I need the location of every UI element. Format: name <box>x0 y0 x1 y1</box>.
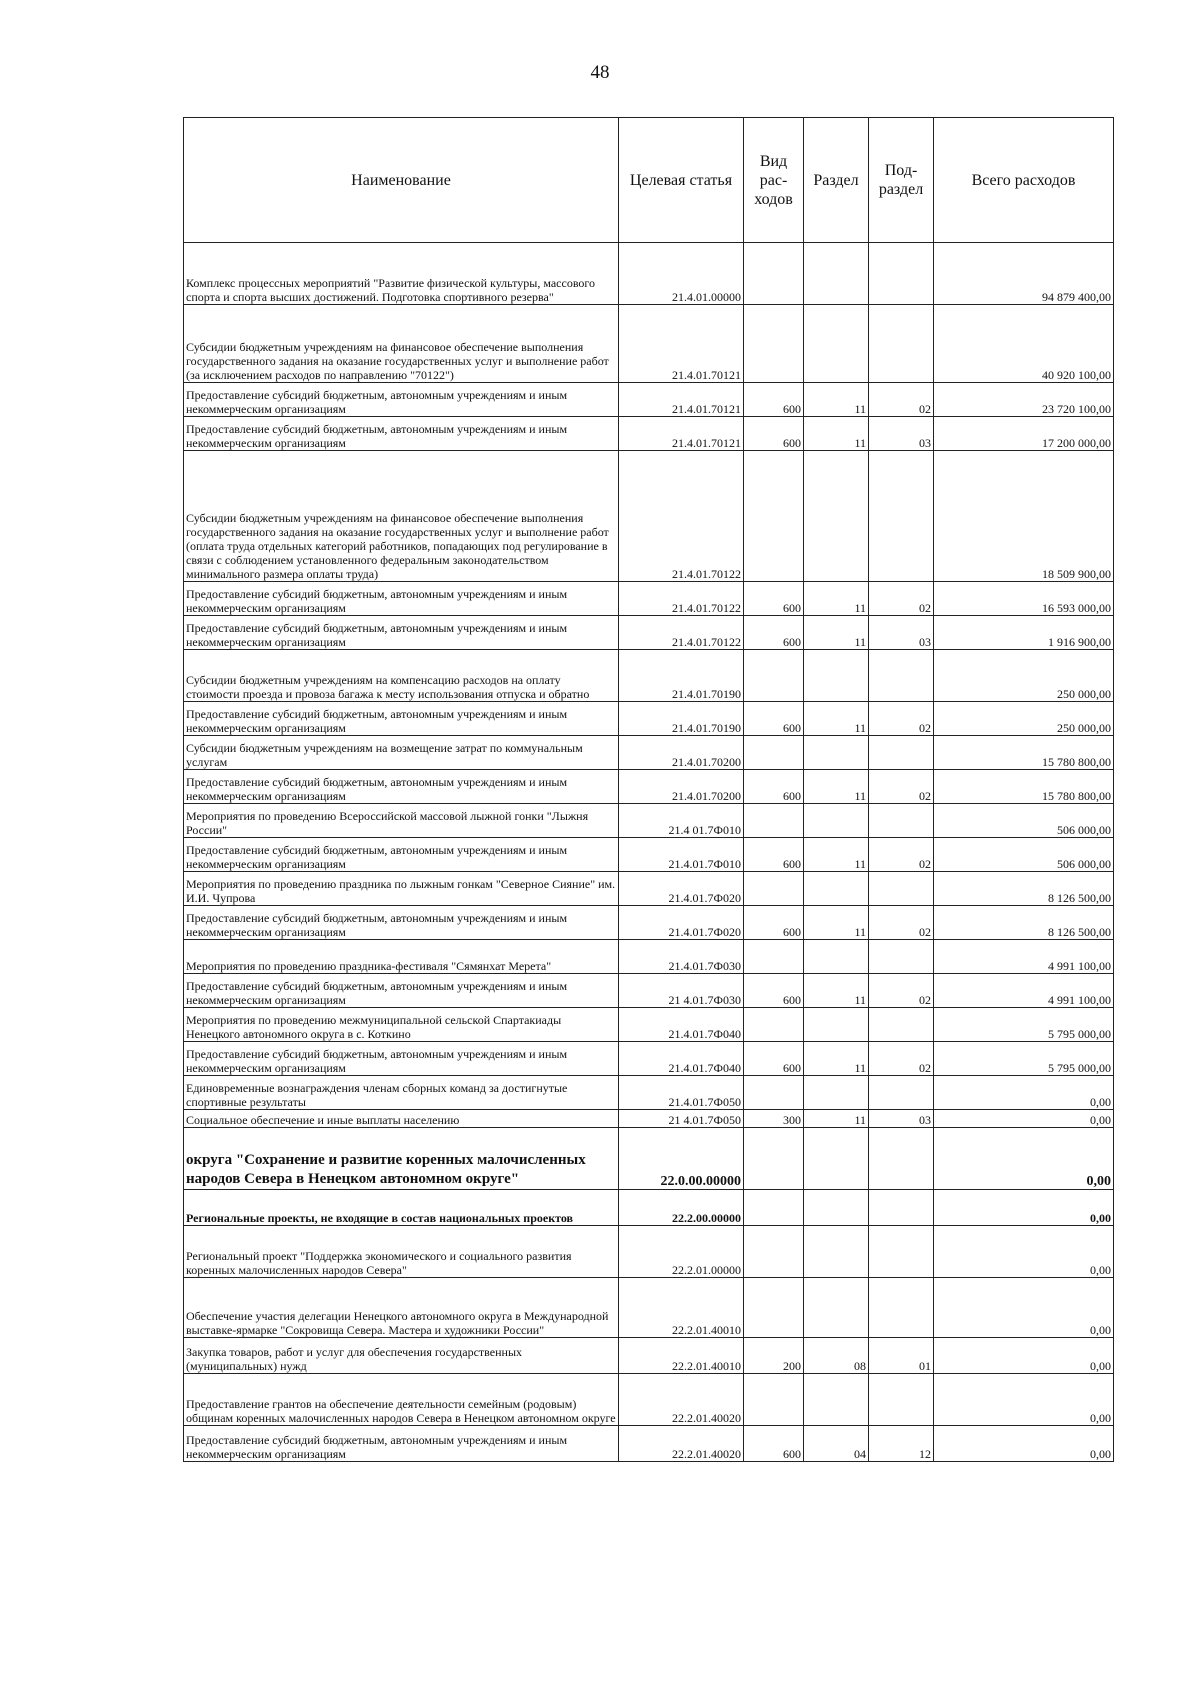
row-subsection <box>869 736 934 770</box>
row-section: 11 <box>804 702 869 736</box>
row-amount: 0,00 <box>934 1190 1114 1226</box>
table-row <box>184 872 1114 906</box>
row-vid <box>744 1190 804 1226</box>
row-subsection <box>869 872 934 906</box>
row-subsection: 02 <box>869 582 934 616</box>
table-row <box>184 1076 1114 1110</box>
header-subsection: Под-раздел <box>869 118 934 243</box>
table-row <box>184 736 1114 770</box>
table-header-row <box>184 118 1114 243</box>
row-amount: 250 000,00 <box>934 702 1114 736</box>
row-section: 11 <box>804 1042 869 1076</box>
row-vid <box>744 804 804 838</box>
table-row <box>184 616 1114 650</box>
row-section <box>804 1128 869 1190</box>
row-section <box>804 1008 869 1042</box>
row-amount: 506 000,00 <box>934 838 1114 872</box>
row-amount: 8 126 500,00 <box>934 906 1114 940</box>
table-row <box>184 243 1114 305</box>
row-vid <box>744 1128 804 1190</box>
table-row <box>184 1374 1114 1426</box>
table-row <box>184 1278 1114 1338</box>
row-subsection <box>869 650 934 702</box>
row-name: Предоставление субсидий бюджетным, автономным учреждениям и иным некоммерческим организациям <box>184 417 619 451</box>
row-section <box>804 1374 869 1426</box>
row-name: Предоставление субсидий бюджетным, автономным учреждениям и иным некоммерческим организациям <box>184 616 619 650</box>
row-amount: 8 126 500,00 <box>934 872 1114 906</box>
row-code: 21.4.01.70121 <box>619 383 744 417</box>
row-code: 21.4.01.70190 <box>619 702 744 736</box>
row-subsection <box>869 451 934 582</box>
row-amount: 15 780 800,00 <box>934 770 1114 804</box>
row-subsection <box>869 305 934 383</box>
row-section <box>804 305 869 383</box>
row-section: 04 <box>804 1426 869 1462</box>
row-subsection: 02 <box>869 1042 934 1076</box>
row-amount: 1 916 900,00 <box>934 616 1114 650</box>
row-section <box>804 1190 869 1226</box>
row-code: 21.4.01.7Ф040 <box>619 1008 744 1042</box>
row-subsection <box>869 1226 934 1278</box>
row-code: 21.4.01.70121 <box>619 305 744 383</box>
row-code: 21.4.01.70190 <box>619 650 744 702</box>
row-code: 21.4 01.7Ф010 <box>619 804 744 838</box>
row-subsection <box>869 804 934 838</box>
row-subsection <box>869 1076 934 1110</box>
row-subsection <box>869 940 934 974</box>
row-name: Субсидии бюджетным учреждениям на финансовое обеспечение выполнения государственного задания на оказание государственных услуг и выполнение работ (оплата труда отдельных категорий работников, попадающих под регулирование в связи с соблюдением установленного федеральным законодательством минимального размера оплаты труда) <box>184 451 619 582</box>
row-section: 11 <box>804 906 869 940</box>
table-row <box>184 1110 1114 1128</box>
row-vid <box>744 650 804 702</box>
row-vid <box>744 940 804 974</box>
row-subsection: 03 <box>869 1110 934 1128</box>
row-code: 22.2.01.40010 <box>619 1338 744 1374</box>
row-subsection: 02 <box>869 702 934 736</box>
row-vid: 300 <box>744 1110 804 1128</box>
table-row <box>184 1008 1114 1042</box>
row-code: 21.4.01.70121 <box>619 417 744 451</box>
header-name: Наименование <box>184 118 619 243</box>
table-row <box>184 770 1114 804</box>
row-amount: 0,00 <box>934 1278 1114 1338</box>
table-row <box>184 417 1114 451</box>
row-subsection <box>869 1190 934 1226</box>
row-section <box>804 1076 869 1110</box>
row-name: Предоставление субсидий бюджетным, автономным учреждениям и иным некоммерческим организациям <box>184 702 619 736</box>
row-name: Обеспечение участия делегации Ненецкого автономного округа в Международной выставке-ярмарке "Сокровища Севера. Мастера и художники России" <box>184 1278 619 1338</box>
row-name: Субсидии бюджетным учреждениям на компенсацию расходов на оплату стоимости проезда и провоза багажа к месту использования отпуска и обратно <box>184 650 619 702</box>
row-vid: 200 <box>744 1338 804 1374</box>
row-subsection: 01 <box>869 1338 934 1374</box>
row-section <box>804 1278 869 1338</box>
row-vid: 600 <box>744 1042 804 1076</box>
row-vid: 600 <box>744 616 804 650</box>
row-name: Социальное обеспечение и иные выплаты населению <box>184 1110 619 1128</box>
row-amount: 0,00 <box>934 1426 1114 1462</box>
row-amount: 23 720 100,00 <box>934 383 1114 417</box>
row-name: Предоставление субсидий бюджетным, автономным учреждениям и иным некоммерческим организациям <box>184 838 619 872</box>
row-amount: 15 780 800,00 <box>934 736 1114 770</box>
table-row <box>184 940 1114 974</box>
table-row <box>184 305 1114 383</box>
table-row <box>184 582 1114 616</box>
row-code: 21.4.01.70200 <box>619 770 744 804</box>
row-amount: 0,00 <box>934 1128 1114 1190</box>
row-section: 11 <box>804 838 869 872</box>
row-subsection: 03 <box>869 417 934 451</box>
row-section: 11 <box>804 770 869 804</box>
row-vid <box>744 305 804 383</box>
row-name: Предоставление субсидий бюджетным, автономным учреждениям и иным некоммерческим организациям <box>184 1426 619 1462</box>
row-vid <box>744 872 804 906</box>
row-name: Региональные проекты, не входящие в состав национальных проектов <box>184 1190 619 1226</box>
row-code: 22.2.00.00000 <box>619 1190 744 1226</box>
row-name: Мероприятия по проведению Всероссийской массовой лыжной гонки "Лыжня России" <box>184 804 619 838</box>
row-amount: 0,00 <box>934 1110 1114 1128</box>
row-section <box>804 1226 869 1278</box>
row-subsection <box>869 1008 934 1042</box>
table-row <box>184 1190 1114 1226</box>
table-row <box>184 1426 1114 1462</box>
row-amount: 250 000,00 <box>934 650 1114 702</box>
table-row <box>184 974 1114 1008</box>
row-vid: 600 <box>744 1426 804 1462</box>
row-vid <box>744 736 804 770</box>
row-name: Предоставление субсидий бюджетным, автономным учреждениям и иным некоммерческим организациям <box>184 582 619 616</box>
row-name: Мероприятия по проведению межмуниципальной сельской Спартакиады Ненецкого автономного округа в с. Коткино <box>184 1008 619 1042</box>
row-subsection: 02 <box>869 383 934 417</box>
row-section <box>804 940 869 974</box>
row-code: 22.2.01.40020 <box>619 1374 744 1426</box>
row-subsection <box>869 1374 934 1426</box>
row-code: 22.2.01.00000 <box>619 1226 744 1278</box>
table-row <box>184 1338 1114 1374</box>
row-section <box>804 451 869 582</box>
row-section: 11 <box>804 616 869 650</box>
row-subsection: 02 <box>869 906 934 940</box>
row-name: Предоставление субсидий бюджетным, автономным учреждениям и иным некоммерческим организациям <box>184 383 619 417</box>
row-vid <box>744 1076 804 1110</box>
row-code: 21.4.01.00000 <box>619 243 744 305</box>
row-code: 21.4.01.7Ф020 <box>619 906 744 940</box>
row-name: Единовременные вознаграждения членам сборных команд за достигнутые спортивные результаты <box>184 1076 619 1110</box>
row-name: Предоставление субсидий бюджетным, автономным учреждениям и иным некоммерческим организациям <box>184 1042 619 1076</box>
row-name: Мероприятия по проведению праздника по лыжным гонкам "Северное Сияние" им. И.И. Чупрова <box>184 872 619 906</box>
row-code: 21.4.01.7Ф020 <box>619 872 744 906</box>
row-code: 21 4.01.7Ф030 <box>619 974 744 1008</box>
row-name: Субсидии бюджетным учреждениям на возмещение затрат по коммунальным услугам <box>184 736 619 770</box>
table-row <box>184 838 1114 872</box>
row-amount: 5 795 000,00 <box>934 1042 1114 1076</box>
row-code: 22.2.01.40020 <box>619 1426 744 1462</box>
row-section: 08 <box>804 1338 869 1374</box>
table-body <box>184 243 1114 1462</box>
row-subsection: 12 <box>869 1426 934 1462</box>
table-row <box>184 702 1114 736</box>
table-row <box>184 906 1114 940</box>
row-section <box>804 736 869 770</box>
budget-table <box>183 117 1114 1462</box>
row-amount: 4 991 100,00 <box>934 940 1114 974</box>
row-vid: 600 <box>744 906 804 940</box>
row-vid <box>744 1226 804 1278</box>
row-subsection: 02 <box>869 838 934 872</box>
row-code: 22.2.01.40010 <box>619 1278 744 1338</box>
row-amount: 0,00 <box>934 1338 1114 1374</box>
row-name: Региональный проект "Поддержка экономического и социального развития коренных малочисленных народов Севера" <box>184 1226 619 1278</box>
row-amount: 506 000,00 <box>934 804 1114 838</box>
row-code: 21 4.01.7Ф050 <box>619 1110 744 1128</box>
row-vid <box>744 451 804 582</box>
row-section: 11 <box>804 383 869 417</box>
row-code: 21.4.01.7Ф050 <box>619 1076 744 1110</box>
row-vid <box>744 1278 804 1338</box>
row-code: 21.4.01.7Ф040 <box>619 1042 744 1076</box>
row-code: 21.4.01.70122 <box>619 616 744 650</box>
row-subsection <box>869 1128 934 1190</box>
row-section: 11 <box>804 974 869 1008</box>
row-code: 22.0.00.00000 <box>619 1128 744 1190</box>
row-amount: 0,00 <box>934 1374 1114 1426</box>
row-name: Субсидии бюджетным учреждениям на финансовое обеспечение выполнения государственного задания на оказание государственных услуг и выполнение работ (за исключением расходов по направлению "70122") <box>184 305 619 383</box>
row-amount: 5 795 000,00 <box>934 1008 1114 1042</box>
row-amount: 18 509 900,00 <box>934 451 1114 582</box>
row-name: Предоставление субсидий бюджетным, автономным учреждениям и иным некоммерческим организациям <box>184 770 619 804</box>
row-subsection <box>869 1278 934 1338</box>
header-section: Раздел <box>804 118 869 243</box>
row-section <box>804 243 869 305</box>
row-name: Закупка товаров, работ и услуг для обеспечения государственных (муниципальных) нужд <box>184 1338 619 1374</box>
row-code: 21.4.01.70122 <box>619 582 744 616</box>
row-section <box>804 872 869 906</box>
table-row <box>184 1226 1114 1278</box>
row-code: 21.4.01.70200 <box>619 736 744 770</box>
row-amount: 94 879 400,00 <box>934 243 1114 305</box>
page-number: 48 <box>590 62 610 83</box>
row-name: Комплекс процессных мероприятий "Развитие физической культуры, массового спорта и спорта высших достижений. Подготовка спортивного резерва" <box>184 243 619 305</box>
row-section: 11 <box>804 582 869 616</box>
row-subsection: 02 <box>869 974 934 1008</box>
row-vid: 600 <box>744 702 804 736</box>
row-vid <box>744 1008 804 1042</box>
table-row <box>184 383 1114 417</box>
row-amount: 40 920 100,00 <box>934 305 1114 383</box>
header-total: Всего расходов <box>934 118 1114 243</box>
row-vid: 600 <box>744 383 804 417</box>
header-code: Целевая статья <box>619 118 744 243</box>
row-name: Предоставление субсидий бюджетным, автономным учреждениям и иным некоммерческим организациям <box>184 974 619 1008</box>
row-subsection: 03 <box>869 616 934 650</box>
row-amount: 0,00 <box>934 1076 1114 1110</box>
row-subsection <box>869 243 934 305</box>
row-code: 21.4.01.7Ф030 <box>619 940 744 974</box>
table-row <box>184 650 1114 702</box>
row-name: Мероприятия по проведению праздника-фестиваля "Сямянхат Мерета" <box>184 940 619 974</box>
row-amount: 4 991 100,00 <box>934 974 1114 1008</box>
row-vid: 600 <box>744 974 804 1008</box>
row-amount: 16 593 000,00 <box>934 582 1114 616</box>
row-amount: 17 200 000,00 <box>934 417 1114 451</box>
row-section: 11 <box>804 417 869 451</box>
row-subsection: 02 <box>869 770 934 804</box>
row-amount: 0,00 <box>934 1226 1114 1278</box>
table-row <box>184 804 1114 838</box>
row-section <box>804 650 869 702</box>
row-vid: 600 <box>744 838 804 872</box>
row-code: 21.4.01.70122 <box>619 451 744 582</box>
table-row <box>184 1128 1114 1190</box>
table-row <box>184 1042 1114 1076</box>
row-vid <box>744 1374 804 1426</box>
row-section <box>804 804 869 838</box>
row-vid: 600 <box>744 417 804 451</box>
header-vid: Вид рас-ходов <box>744 118 804 243</box>
row-name: Предоставление субсидий бюджетным, автономным учреждениям и иным некоммерческим организациям <box>184 906 619 940</box>
row-vid <box>744 243 804 305</box>
row-section: 11 <box>804 1110 869 1128</box>
row-vid: 600 <box>744 582 804 616</box>
row-code: 21.4.01.7Ф010 <box>619 838 744 872</box>
row-name: округа "Сохранение и развитие коренных малочисленных народов Севера в Ненецком автономном округе" <box>184 1128 619 1190</box>
row-vid: 600 <box>744 770 804 804</box>
table-row <box>184 451 1114 582</box>
row-name: Предоставление грантов на обеспечение деятельности семейным (родовым) общинам коренных малочисленных народов Севера в Ненецком автономном округе <box>184 1374 619 1426</box>
